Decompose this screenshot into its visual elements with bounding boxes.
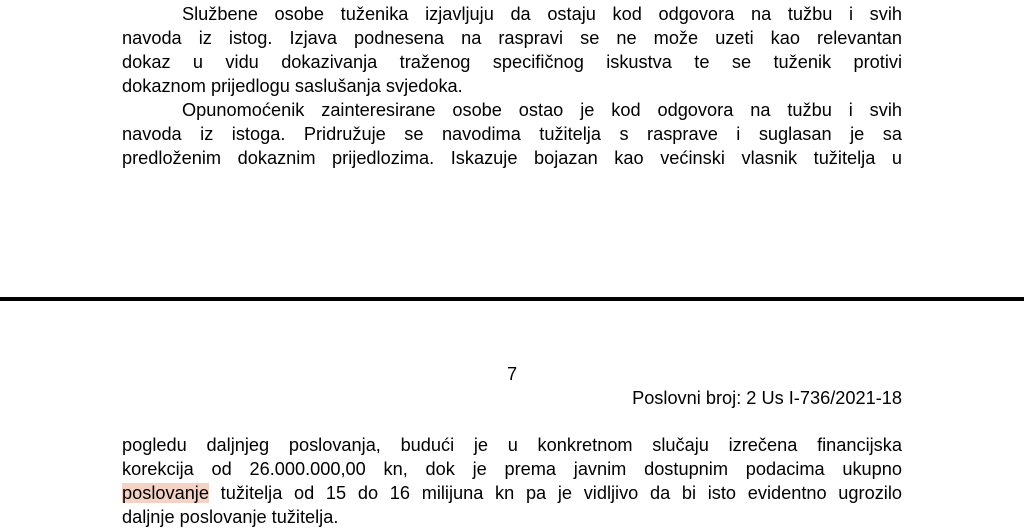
page-number: 7 [506,364,518,384]
case-number: Poslovni broj: 2 Us I-736/2021-18 [632,388,902,408]
paragraph-line: navoda iz istog. Izjava podnesena na raspravi se ne može uzeti kao relevantan [122,28,902,48]
paragraph-line: daljnje poslovanje tužitelja. [122,507,339,527]
paragraph-line [122,481,902,505]
paragraph-line: pogledu daljnjeg poslovanja, budući je u konkretnom slučaju izrečena financijska [122,435,902,455]
paragraph-line: dokaz u vidu dokazivanja traženog specifičnog iskustva te se tuženik protivi [122,52,902,72]
paragraph-line: Opunomoćenik zainteresirane osobe ostao je kod odgovora na tužbu i svih [182,100,902,120]
paragraph-line: navoda iz istoga. Pridružuje se navodima tužitelja s rasprave i suglasan je sa [122,124,902,144]
paragraph-line: Službene osobe tuženika izjavljuju da ostaju kod odgovora na tužbu i svih [182,4,902,24]
line-text: tužitelja od 15 do 16 milijuna kn pa je vidljivo da bi isto evidentno ugrozilo [208,483,902,503]
paragraph-line: korekcija od 26.000.000,00 kn, dok je prema javnim dostupnim podacima ukupno [122,459,902,479]
paragraph-line: dokaznom prijedlogu saslušanja svjedoka. [122,76,463,96]
highlighted-word[interactable]: poslovanje [122,483,209,503]
paragraph-line: predloženim dokaznim prijedlozima. Iskazuje bojazan kao većinski vlasnik tužitelja u [122,148,902,168]
page-separator [0,297,1024,301]
